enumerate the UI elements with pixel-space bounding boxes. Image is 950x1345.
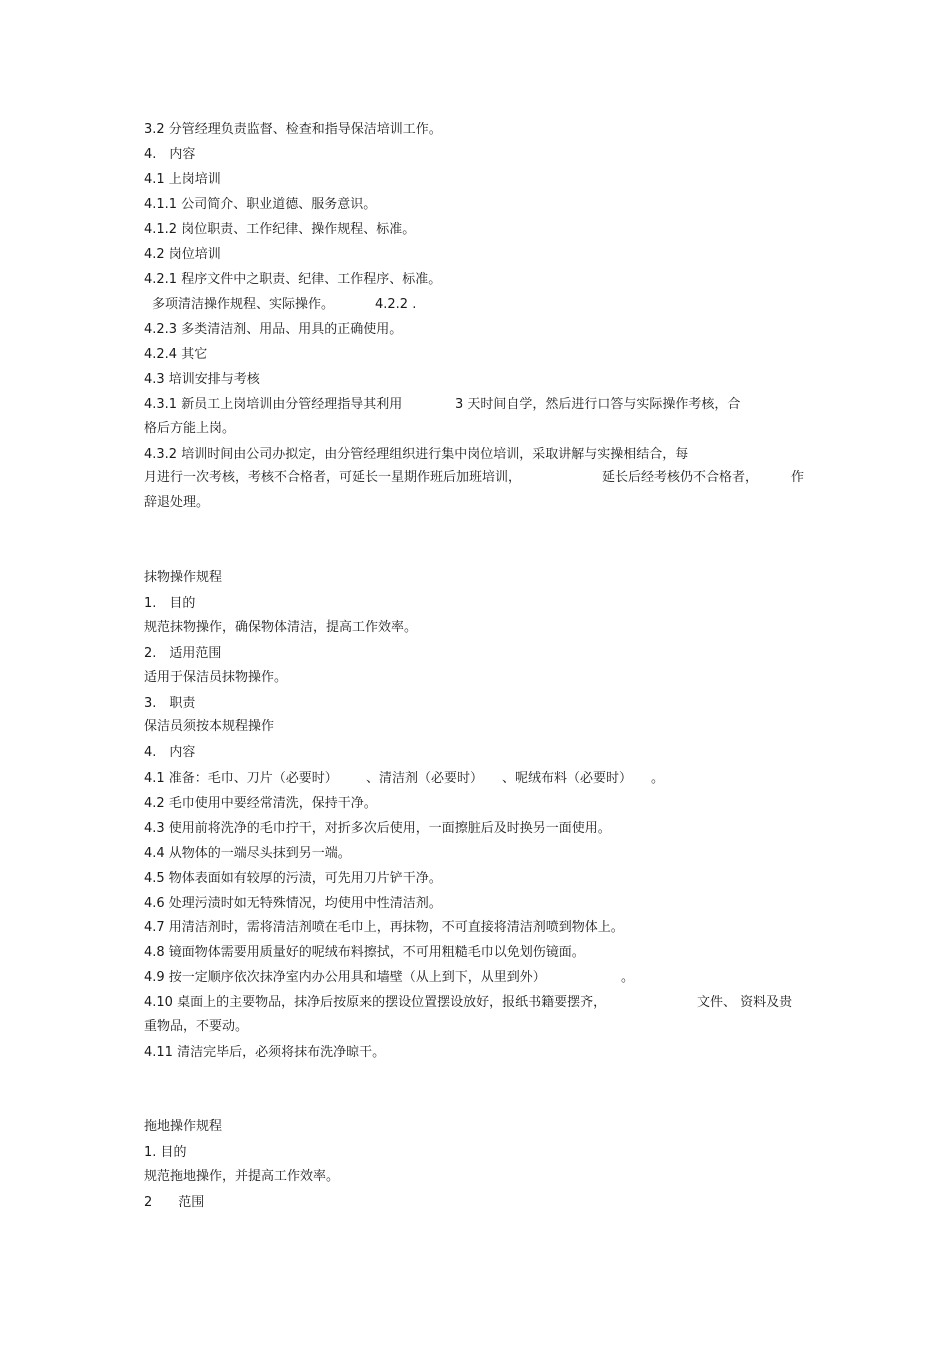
text-line	[144, 771, 844, 787]
section-heading: 4. 内容	[144, 745, 196, 760]
text-line: 4.1.2 岗位职责、工作纪律、操作规程、标准。	[144, 222, 416, 237]
text-fragment: 文件、 资料及贵	[697, 995, 793, 1010]
text-line: 4.11 清洁完毕后，必须将抹布洗净晾干。	[144, 1045, 386, 1060]
text-line: 4.3.2 培训时间由公司办拟定，由分管经理组织进行集中岗位培训，采取讲解与实操相结合，每	[144, 447, 689, 462]
subsection-heading: 4.1 上岗培训	[144, 172, 221, 187]
text-line: 4.5 物体表面如有较厚的污渍，可先用刀片铲干净。	[144, 871, 442, 886]
text-fragment: 多项清洁操作规程、实际操作。	[152, 297, 335, 312]
subsection-heading: 4.2 岗位培训	[144, 247, 221, 262]
text-line: 保洁员须按本规程操作	[144, 719, 275, 734]
document-title: 拖地操作规程	[144, 1119, 223, 1134]
text-line: 4.2 毛巾使用中要经常清洗，保持干净。	[144, 796, 377, 811]
text-fragment: 延长后经考核仍不合格者，	[602, 470, 759, 485]
text-line: 辞退处理。	[144, 495, 210, 510]
text-line: 规范拖地操作，并提高工作效率。	[144, 1169, 340, 1184]
text-line: 4.4 从物体的一端尽头抹到另一端。	[144, 846, 351, 861]
text-line: 4.6 处理污渍时如无特殊情况，均使用中性清洁剂。	[144, 896, 442, 911]
text-fragment: 4.9 按一定顺序依次抹净室内办公用具和墙壁（从上到下，从里到外）	[144, 970, 546, 985]
text-line	[144, 970, 844, 986]
text-fragment: 。	[651, 771, 665, 786]
section-heading: 4. 内容	[144, 147, 196, 162]
text-fragment: 4.2.2 .	[375, 297, 417, 312]
text-line	[144, 470, 844, 486]
text-line: 规范抹物操作，确保物体清洁，提高工作效率。	[144, 620, 418, 635]
text-line: 4.7 用清洁剂时，需将清洁剂喷在毛巾上，再抹物，不可直接将清洁剂喷到物体上。	[144, 920, 624, 935]
document-title: 抹物操作规程	[144, 570, 223, 585]
text-line	[144, 397, 844, 413]
text-fragment: 作	[791, 470, 805, 485]
text-fragment: 4.1 准备：毛巾、刀片（必要时）	[144, 771, 338, 786]
text-line: 3.2 分管经理负责监督、检查和指导保洁培训工作。	[144, 122, 442, 137]
text-fragment: 4.10 桌面上的主要物品，抹净后按原来的摆设位置摆设放好，报纸书籍要摆齐，	[144, 995, 607, 1010]
text-line: 4.2.1 程序文件中之职责、纪律、工作程序、标准。	[144, 272, 442, 287]
text-fragment: 。	[621, 970, 635, 985]
text-line: 4.1.1 公司简介、职业道德、服务意识。	[144, 197, 377, 212]
text-line	[144, 995, 844, 1011]
text-fragment: 、呢绒布料（必要时）	[502, 771, 633, 786]
text-line: 格后方能上岗。	[144, 421, 236, 436]
text-fragment: 、清洁剂（必要时）	[366, 771, 484, 786]
subsection-heading: 4.3 培训安排与考核	[144, 372, 260, 387]
text-line: 4.8 镜面物体需要用质量好的呢绒布料擦拭，不可用粗糙毛巾以免划伤镜面。	[144, 945, 585, 960]
text-line: 4.3 使用前将洗净的毛巾拧干，对折多次后使用，一面擦脏后及时换另一面使用。	[144, 821, 611, 836]
text-fragment: 3 天时间自学，然后进行口答与实际操作考核，合	[455, 397, 741, 412]
section-heading: 2. 适用范围	[144, 646, 222, 661]
text-line: 重物品，不要动。	[144, 1019, 249, 1034]
text-line: 4.2.3 多类清洁剂、用品、用具的正确使用。	[144, 322, 403, 337]
text-line: 4.2.4 其它	[144, 347, 208, 362]
text-line: 适用于保洁员抹物操作。	[144, 670, 288, 685]
section-heading: 1. 目的	[144, 596, 196, 611]
text-line	[144, 297, 844, 313]
section-heading: 1. 目的	[144, 1145, 187, 1160]
text-fragment: 月进行一次考核，考核不合格者，可延长一星期作班后加班培训，	[144, 470, 522, 485]
section-heading: 2 范围	[144, 1195, 205, 1210]
section-heading: 3. 职责	[144, 696, 196, 711]
text-fragment: 4.3.1 新员工上岗培训由分管经理指导其利用	[144, 397, 403, 412]
